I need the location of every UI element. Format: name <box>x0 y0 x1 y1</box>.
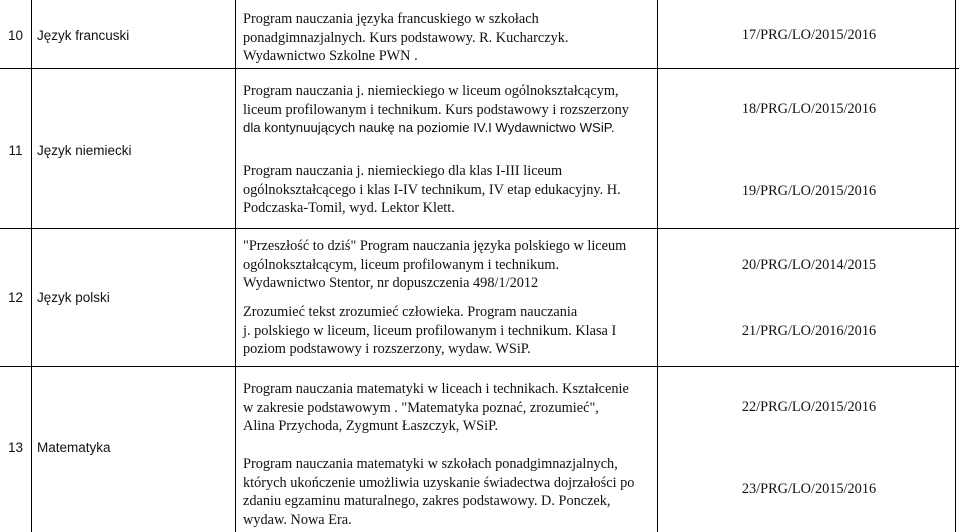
row-number: 10 <box>7 28 24 43</box>
program-description <box>243 380 653 436</box>
row-number: 12 <box>7 290 24 305</box>
program-code: 21/PRG/LO/2016/2016 <box>741 323 877 339</box>
row-number: 11 <box>8 143 23 158</box>
row-divider <box>0 366 959 367</box>
column-divider <box>955 0 956 532</box>
column-divider <box>31 0 32 532</box>
subject-name: Język francuski <box>37 28 130 43</box>
program-line: ponadgimnazjalnych. Kurs podstawowy. R. Kucharczyk. <box>243 29 569 46</box>
program-line: ogólnokształcącym, liceum profilowanym i technikum. <box>243 256 560 273</box>
row-number: 13 <box>7 440 24 455</box>
program-line: których ukończenie umożliwia uzyskanie świadectwa dojrzałości po <box>243 474 635 491</box>
program-line: Wydawnictwo Szkolne PWN . <box>243 48 418 64</box>
program-line: Zrozumieć tekst zrozumieć człowieka. Program nauczania <box>243 304 578 320</box>
row-divider <box>0 68 959 69</box>
program-description <box>243 162 653 218</box>
subject-name: Język niemiecki <box>37 143 132 158</box>
program-code: 20/PRG/LO/2014/2015 <box>741 257 877 273</box>
program-description <box>243 237 653 293</box>
program-code: 17/PRG/LO/2015/2016 <box>741 27 877 43</box>
program-line: Program nauczania j. niemieckiego w liceum ogólnokształcącym, <box>243 83 619 99</box>
program-line: Wydawnictwo Stentor, nr dopuszczenia 498/1/2012 <box>243 275 539 291</box>
subject-name: Język polski <box>37 290 110 305</box>
program-code: 23/PRG/LO/2015/2016 <box>741 481 877 497</box>
program-line: liceum profilowanym i technikum. Kurs podstawowy i rozszerzony <box>243 101 629 118</box>
column-divider <box>235 0 236 532</box>
program-description <box>243 82 653 138</box>
program-description <box>243 303 653 359</box>
program-line: Program nauczania j. niemieckiego dla klas I-III liceum <box>243 163 563 179</box>
program-line: Program nauczania matematyki w szkołach ponadgimnazjalnych, <box>243 456 618 472</box>
program-code: 18/PRG/LO/2015/2016 <box>741 101 877 117</box>
row-divider <box>0 228 959 229</box>
column-divider <box>657 0 658 532</box>
program-line: Podczaska-Tomil, wyd. Lektor Klett. <box>243 200 455 216</box>
program-description <box>243 455 653 529</box>
program-line: "Przeszłość to dziś" Program nauczania języka polskiego w liceum <box>243 238 627 254</box>
program-line: poziom podstawowy i rozszerzony, wydaw. WSiP. <box>243 341 531 357</box>
program-line: Program nauczania matematyki w liceach i technikach. Kształcenie <box>243 381 629 397</box>
subject-name: Matematyka <box>37 440 111 455</box>
program-line: w zakresie podstawowym . "Matematyka poznać, zrozumieć", <box>243 399 599 416</box>
program-line: zdaniu egzaminu maturalnego, zakres podstawowy. D. Ponczek, <box>243 493 611 509</box>
program-line: dla kontynuujących naukę na poziomie IV.I Wydawnictwo WSiP. <box>243 120 615 135</box>
program-line: Alina Przychoda, Zygmunt Łaszczyk, WSiP. <box>243 418 499 434</box>
program-code: 19/PRG/LO/2015/2016 <box>741 183 877 199</box>
program-line: Program nauczania języka francuskiego w szkołach <box>243 11 539 27</box>
program-description <box>243 10 653 66</box>
program-line: j. polskiego w liceum, liceum profilowanym i technikum. Klasa I <box>243 322 617 339</box>
program-line: ogólnokształcącego i klas I-IV technikum, IV etap edukacyjny. H. <box>243 181 621 198</box>
program-code: 22/PRG/LO/2015/2016 <box>741 399 877 415</box>
program-line: wydaw. Nowa Era. <box>243 511 352 528</box>
